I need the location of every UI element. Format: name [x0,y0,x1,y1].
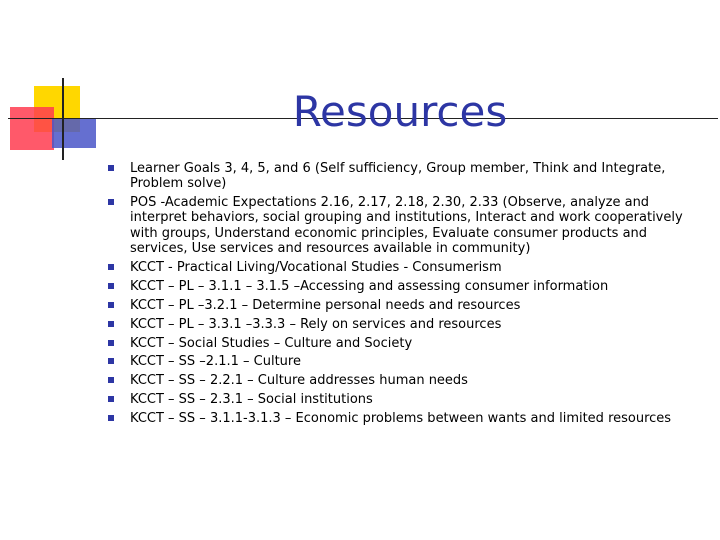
bullet-item [96,411,696,426]
bullet-item [96,373,696,388]
square-bullet-icon [108,302,114,308]
bullet-item [96,336,696,351]
decorative-blue-square [52,118,96,148]
bullet-text: KCCT – PL – 3.3.1 –3.3.3 – Rely on services and resources [130,316,502,332]
bullet-text: KCCT – Social Studies – Culture and Society [130,335,413,351]
bullet-item [96,298,696,313]
slide-title: Resources [292,87,508,136]
bullet-text: KCCT – PL –3.2.1 – Determine personal needs and resources [130,297,521,313]
bullet-item [96,195,696,256]
square-bullet-icon [108,283,114,289]
bullet-text: Learner Goals 3, 4, 5, and 6 (Self sufficiency, Group member, Think and Integrate, Problem solve) [130,161,666,192]
square-bullet-icon [108,264,114,270]
bullet-text: KCCT – SS – 2.3.1 – Social institutions [130,392,373,408]
bullet-item [96,317,696,332]
square-bullet-icon [108,340,114,346]
bullet-text: KCCT – SS –2.1.1 – Culture [130,354,301,370]
square-bullet-icon [108,199,114,205]
square-bullet-icon [108,415,114,421]
square-bullet-icon [108,396,114,402]
square-bullet-icon [108,358,114,364]
bullet-text: KCCT - Practical Living/Vocational Studies - Consumerism [130,259,502,275]
bullet-list [96,161,696,430]
bullet-text: POS -Academic Expectations 2.16, 2.17, 2.18, 2.30, 2.33 (Observe, analyze and interpret behaviors, social grouping and institutions, Interact and work cooperatively with groups, Understand economic principles, Evaluate consumer products and services, Use services and resources available in community) [130,195,683,257]
bullet-item [96,354,696,369]
bullet-text: KCCT – PL – 3.1.1 – 3.1.5 –Accessing and assessing consumer information [130,278,609,294]
bullet-text: KCCT – SS – 3.1.1-3.1.3 – Economic problems between wants and limited resources [130,411,672,427]
decorative-vertical-line [62,78,64,160]
bullet-item [96,161,696,192]
bullet-item [96,392,696,407]
decorative-red-square [10,107,54,150]
square-bullet-icon [108,165,114,171]
bullet-item [96,279,696,294]
bullet-item [96,260,696,275]
square-bullet-icon [108,377,114,383]
bullet-text: KCCT – SS – 2.2.1 – Culture addresses human needs [130,373,468,389]
square-bullet-icon [108,321,114,327]
